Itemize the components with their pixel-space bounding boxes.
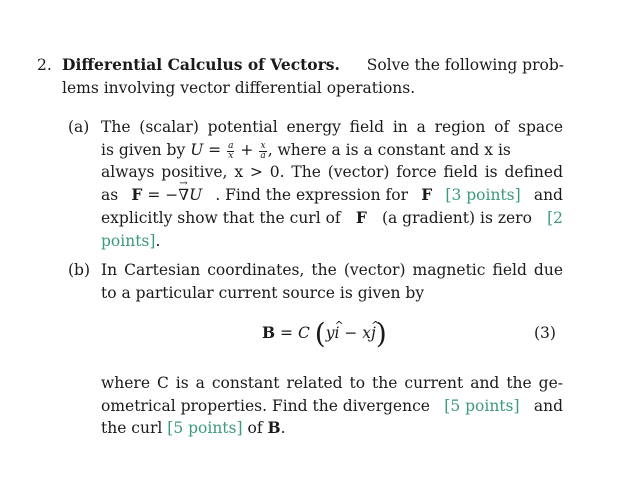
part-b-after-3-end: . <box>280 419 286 437</box>
part-a-line-2 <box>101 140 563 161</box>
part-a-line-4-pre: as <box>101 186 119 204</box>
part-a-line-4-mid: . Find the expression for <box>215 186 409 204</box>
part-a-line-6-end: . <box>155 232 161 250</box>
problem-number: 2. <box>37 56 52 74</box>
part-b-after-1: where C is a constant related to the current and the ge- <box>101 374 563 392</box>
b-symbol: B <box>267 418 281 437</box>
part-b-after-3 <box>101 418 286 438</box>
points-badge-b1: [5 points] <box>444 397 520 415</box>
problem-title: Differential Calculus of Vectors. <box>62 55 340 74</box>
part-a-line-3: always positive, x > 0. The (vector) force field is defined <box>101 163 563 181</box>
points-badge-a1: [3 points] <box>445 186 521 204</box>
equation-number: (3) <box>534 324 556 342</box>
part-a-line-5-mid: (a gradient) is zero <box>381 209 532 227</box>
force-equation: F = −→ ∇U <box>131 185 202 205</box>
part-b-after-2 <box>101 396 563 416</box>
part-b-after-2-post: and <box>533 397 563 415</box>
part-a-line-5-pre: explicitly show that the curl of <box>101 209 341 227</box>
magnetic-field-equation: B = C (y^ i − x^ j) <box>262 323 387 344</box>
force-symbol-2: F <box>355 208 367 227</box>
part-a-line-6 <box>101 231 160 251</box>
part-a-line-4-post: and <box>533 186 563 204</box>
problem-intro-2: lems involving vector differential operations. <box>62 79 416 97</box>
part-a-line-1: The (scalar) potential energy field in a region of space <box>101 118 563 136</box>
part-b-label: (b) <box>68 261 91 279</box>
points-badge-a2: [2 <box>547 209 563 227</box>
part-b-after-3-pre: the curl <box>101 419 163 437</box>
points-badge-b2: [5 points] <box>167 419 243 437</box>
part-b-after-2-pre: ometrical properties. Find the divergence <box>101 397 430 415</box>
points-badge-a2-cont: points] <box>101 232 156 250</box>
potential-equation: U = $\frac{a}{x}$ + $\frac{x}{a}$ <box>190 140 266 161</box>
problem-heading-line <box>62 55 564 75</box>
part-a-label: (a) <box>68 118 90 136</box>
part-a-line-2-post: , where a is a constant and x is <box>267 141 511 159</box>
part-b-line-1: In Cartesian coordinates, the (vector) magnetic field due <box>101 261 563 279</box>
problem-intro-1: Solve the following prob- <box>366 56 564 74</box>
part-a-line-2-pre: is given by <box>101 141 186 159</box>
force-symbol: F <box>421 185 433 204</box>
part-b-line-2: to a particular current source is given by <box>101 284 425 302</box>
part-b-after-3-post: of <box>247 419 263 437</box>
part-a-line-5 <box>101 208 563 228</box>
part-a-line-4 <box>101 185 563 205</box>
